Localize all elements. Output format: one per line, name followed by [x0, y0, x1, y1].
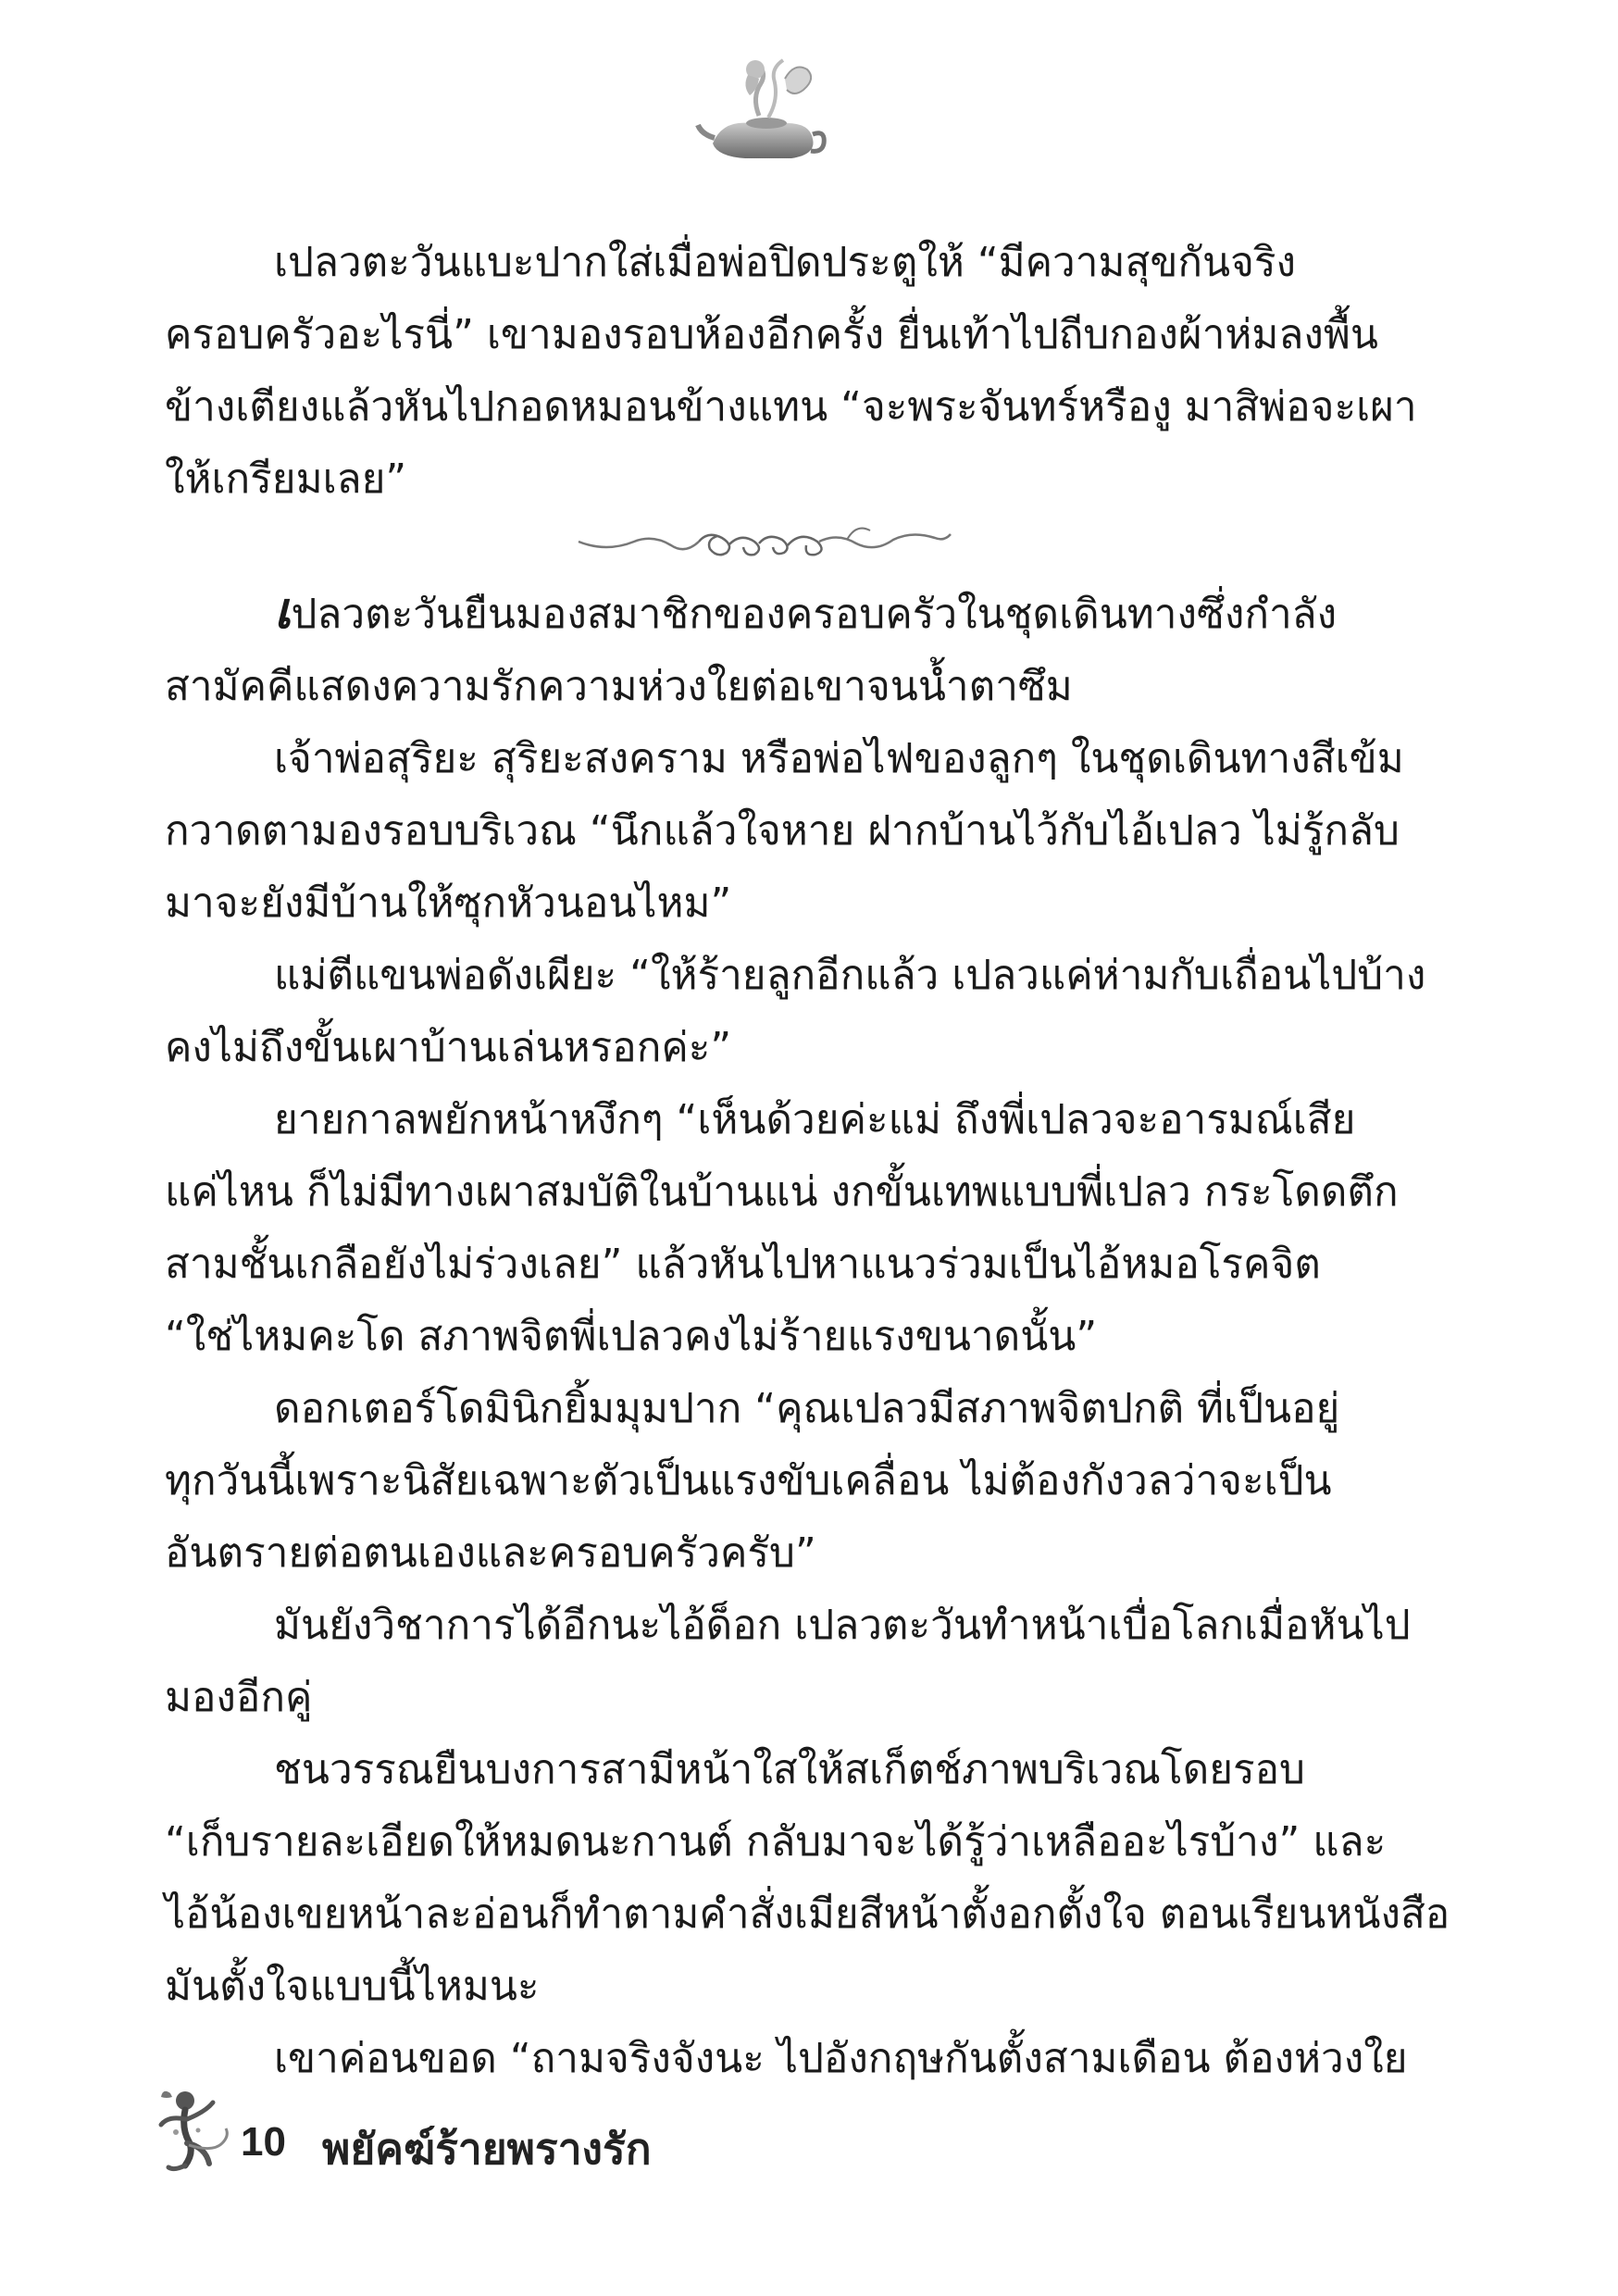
paragraph-line: แค่ไหน ก็ไม่มีทางเผาสมบัติในบ้านแน่ งกขั้นเทพแบบพี่เปลว กระโดดตึก — [165, 1168, 1399, 1216]
paragraph-line: คงไม่ถึงขั้นเผาบ้านเล่นหรอกค่ะ” — [165, 1024, 732, 1071]
paragraph-line: มองอีกคู่ — [165, 1674, 313, 1721]
section-1 — [165, 227, 1417, 516]
paragraph-line: “เก็บรายละเอียดให้หมดนะกานต์ กลับมาจะได้รู้ว่าเหลืออะไรบ้าง” และ — [165, 1818, 1387, 1866]
paragraph-line: เขาค่อนขอด “ถามจริงจังนะ ไปอังกฤษกันตั้งสามเดือน ต้องห่วงใย — [274, 2035, 1408, 2082]
paragraph-line: เจ้าพ่อสุริยะ สุริยะสงคราม หรือพ่อไฟของลูกๆ ในชุดเดินทางสีเข้ม — [274, 735, 1404, 782]
paragraph-line: อันตรายต่อตนเองและครอบครัวครับ” — [165, 1529, 816, 1577]
paragraph-first-line — [165, 574, 1350, 651]
paragraph-line: ทุกวันนี้เพราะนิสัยเฉพาะตัวเป็นแรงขับเคลื่อน ไม่ต้องกังวลว่าจะเป็น — [165, 1457, 1332, 1504]
page-number: 10 — [241, 2119, 286, 2165]
page-footer — [157, 2088, 990, 2190]
paragraph-line: เปลวตะวันแบะปากใส่เมื่อพ่อปิดประตูให้ “มีความสุขกันจริง — [274, 239, 1297, 286]
first-line-text: ปลวตะวันยืนมองสมาชิกของครอบครัวในชุดเดินทางซึ่งกำลัง — [291, 591, 1338, 638]
paragraph-line: ยายกาลพยักหน้าหงึกๆ “เห็นด้วยค่ะแม่ ถึงพี่เปลวจะอารมณ์เสีย — [274, 1096, 1356, 1143]
paragraph-line: มันยังวิชาการได้อีกนะไอ้ด็อก เปลวตะวันทำหน้าเบื่อโลกเมื่อหันไป — [274, 1602, 1411, 1649]
paragraph-line: ดอกเตอร์โดมินิกยิ้มมุมปาก “คุณเปลวมีสภาพจิตปกติ ที่เป็นอยู่ — [274, 1385, 1340, 1432]
dancing-figure-icon — [157, 2088, 241, 2180]
paragraph-line: ชนวรรณยืนบงการสามีหน้าใสให้สเก็ตช์ภาพบริเวณโดยรอบ — [274, 1746, 1305, 1793]
paragraph-line: กวาดตามองรอบบริเวณ “นึกแล้วใจหาย ฝากบ้านไว้กับไอ้เปลว ไม่รู้กลับ — [165, 807, 1400, 855]
paragraph-line: แม่ตีแขนพ่อดังเผียะ “ให้ร้ายลูกอีกแล้ว เปลวแค่ห่ามกับเถื่อนไปบ้าง — [274, 952, 1426, 999]
paragraph-line: ให้เกรียมเลย” — [165, 455, 407, 503]
flourish-divider-icon — [569, 505, 958, 579]
teapot-ornament-icon — [694, 42, 833, 181]
paragraph-line: ครอบครัวอะไรนี่” เขามองรอบห้องอีกครั้ง ยื่นเท้าไปถีบกองผ้าห่มลงพื้น — [165, 311, 1378, 358]
paragraph-line: มันตั้งใจแบบนี้ไหมนะ — [165, 1963, 540, 2010]
book-title: พยัคฆ์ร้ายพรางรัก — [322, 2124, 652, 2174]
paragraph-line: สามชั้นเกลือยังไม่ร่วงเลย” แล้วหันไปหาแนวร่วมเป็นไอ้หมอโรคจิต — [165, 1241, 1321, 1288]
paragraph-line: “ใช่ไหมคะโด สภาพจิตพี่เปลวคงไม่ร้ายแรงขนาดนั้น” — [165, 1313, 1098, 1360]
section-2 — [165, 574, 1450, 2095]
paragraph-line: มาจะยังมีบ้านให้ซุกหัวนอนไหม” — [165, 880, 732, 927]
paragraph-line: ไอ้น้องเขยหน้าละอ่อนก็ทำตามคำสั่งเมียสีหน้าตั้งอกตั้งใจ ตอนเรียนหนังสือ — [165, 1890, 1450, 1938]
dropcap: เ — [274, 580, 292, 640]
paragraph-line: สามัคคีแสดงความรักความห่วงใยต่อเขาจนน้ำตาซึม — [165, 663, 1073, 710]
paragraph-line: ข้างเตียงแล้วหันไปกอดหมอนข้างแทน “จะพระจันทร์หรืองู มาสิพ่อจะเผา — [165, 383, 1417, 430]
